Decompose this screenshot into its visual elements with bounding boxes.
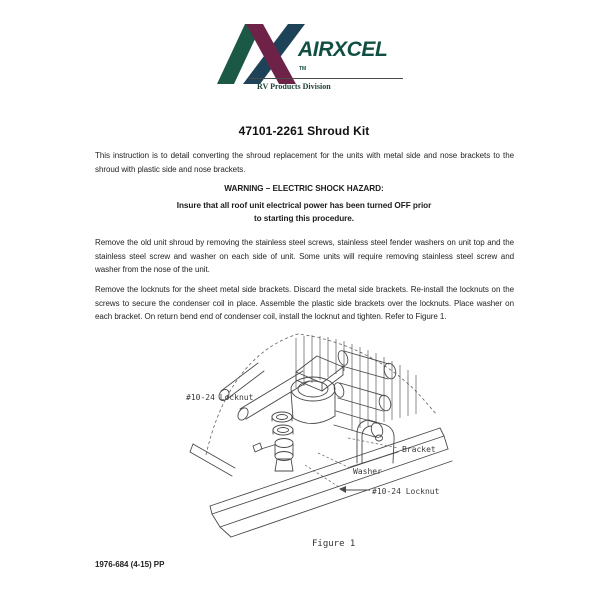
label-locknut-bottom: #10-24 Locknut <box>372 487 440 496</box>
page-title: 47101-2261 Shroud Kit <box>238 124 370 138</box>
locknut-stack <box>272 412 293 435</box>
label-locknut-top: #10-24 Locknut <box>186 393 254 402</box>
figure-1-drawing <box>165 328 460 553</box>
intro-paragraph: This instruction is to detail converting the shroud replacement for the units with metal side and nose brackets to the shroud with plastic side and nose brackets. <box>95 151 514 174</box>
airxcel-monogram-icon <box>213 16 413 96</box>
division-name: RV Products Division <box>257 82 331 91</box>
arrowhead-icon <box>339 486 346 493</box>
procedure-paragraph-2: Remove the locknuts for the sheet metal side brackets. Discard the metal side brackets. Re-install the locknuts on the screws to secure the condenser coil in place. Assemble the plastic side brackets over the locknuts. Place washer on each bracket. On return bend end of condenser coil, install the locknut and tighten. Refer to Figure 1. <box>95 285 514 322</box>
document-number: 1976-684 (4-15) PP <box>95 560 165 569</box>
figure-1 <box>165 328 460 553</box>
locknut-bottom-leader <box>305 465 342 489</box>
muffler <box>291 377 335 424</box>
label-washer: Washer <box>353 467 382 476</box>
figure-caption: Figure 1 <box>312 539 356 549</box>
warning-heading: WARNING – ELECTRIC SHOCK HAZARD: <box>224 184 384 193</box>
brand-name: AIRXCEL <box>298 38 388 61</box>
warning-line-2: to starting this procedure. <box>253 214 355 223</box>
label-bracket: Bracket <box>402 445 436 454</box>
trademark-symbol: TM <box>299 66 307 72</box>
condenser-fins-right <box>352 344 416 430</box>
valve-body <box>253 439 293 472</box>
procedure-paragraph-1: Remove the old unit shroud by removing the stainless steel screws, stainless steel fender washers on unit top and the stainless steel screw and washer on each side of unit. Some units will require removing stainless steel screw and washer from the nose of the unit. <box>95 238 514 275</box>
bracket-leader <box>348 438 398 448</box>
airxcel-logo <box>213 16 413 96</box>
warning-line-1: Insure that all roof unit electrical power has been turned OFF prior <box>176 201 432 210</box>
return-bend-tubes <box>332 349 397 438</box>
